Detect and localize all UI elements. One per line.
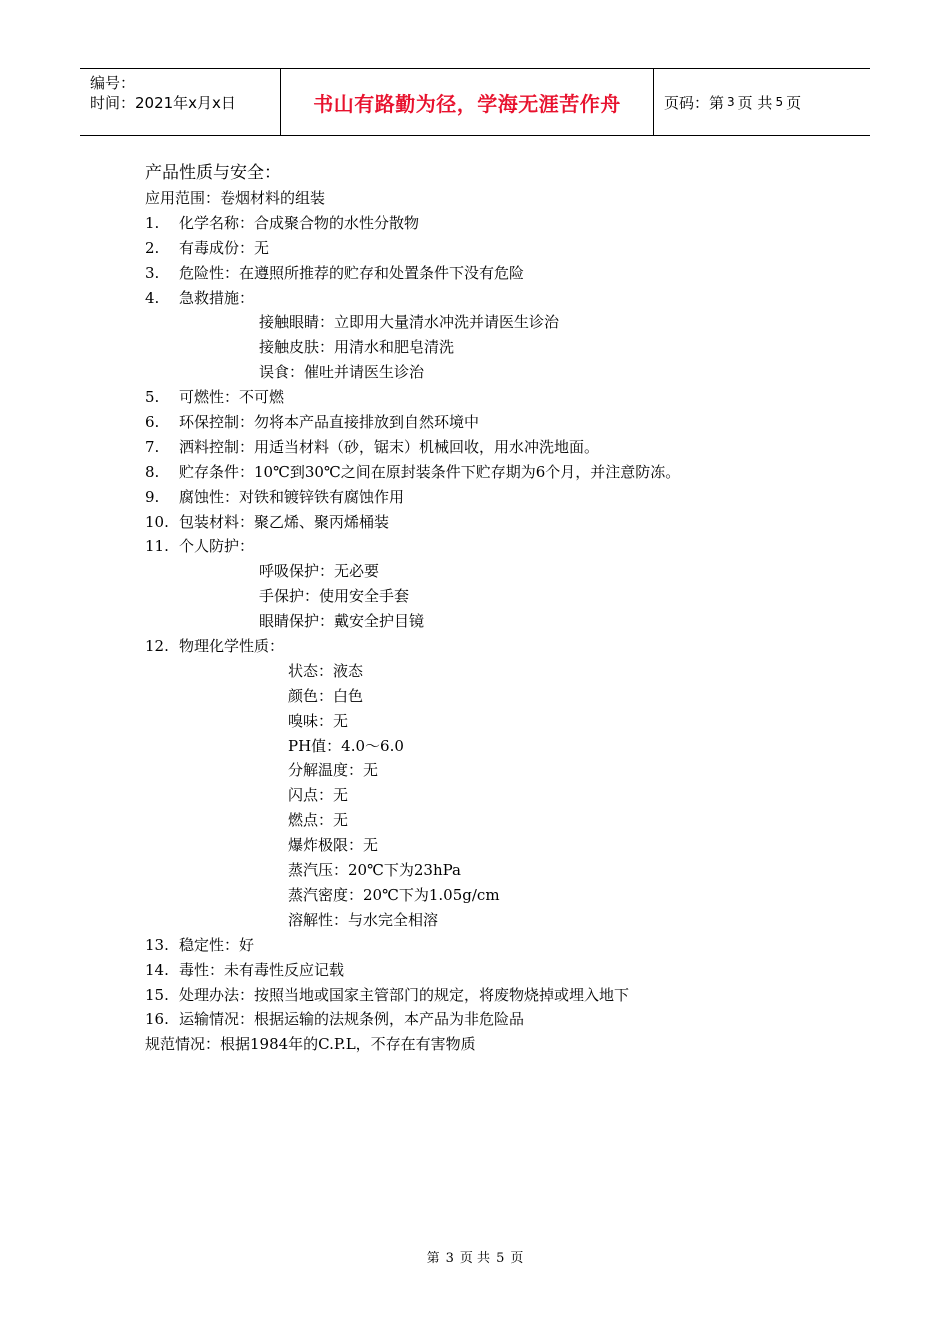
property-item: 溶解性：与水完全相溶: [288, 910, 439, 929]
section-title: 产品性质与安全：: [145, 163, 281, 183]
list-item-number: 4.: [145, 288, 160, 307]
list-item-text: 个人防护：: [179, 537, 255, 556]
header-motto: 书山有路勤为径，学海无涯苦作舟: [281, 69, 654, 135]
list-item-number: 7.: [145, 437, 160, 456]
property-item: 分解温度：无: [288, 761, 379, 780]
sub-item: 呼吸保护：无必要: [259, 562, 380, 581]
list-item-text: 急救措施：: [179, 288, 255, 307]
property-item: PH值：4.0～6.0: [288, 736, 404, 755]
property-item: 燃点：无: [288, 811, 349, 830]
list-item-text: 危险性：在遵照所推荐的贮存和处置条件下没有危险: [179, 263, 525, 282]
list-item-number: 6.: [145, 413, 160, 432]
list-item: [145, 510, 845, 535]
list-item-number: 14.: [145, 960, 169, 979]
list-item-number: 11.: [145, 537, 169, 556]
sub-item: 接触眼睛：立即用大量清水冲洗并请医生诊治: [259, 313, 560, 332]
list-item-text: 腐蚀性：对铁和镀锌铁有腐蚀作用: [179, 487, 405, 506]
list-item-text: 物理化学性质：: [179, 637, 285, 656]
list-item: [145, 983, 845, 1008]
list-item-text: 洒料控制：用适当材料（砂，锯末）机械回收，用水冲洗地面。: [179, 437, 600, 456]
footer-prefix: 第: [426, 1251, 440, 1266]
header-page-info: [654, 69, 870, 135]
list-item-text: 化学名称：合成聚合物的水性分散物: [179, 213, 420, 232]
page-info-current: 3: [727, 95, 735, 109]
property-item: 闪点：无: [288, 786, 349, 805]
scope-line: 应用范围：卷烟材料的组装: [145, 189, 326, 207]
list-item-text: 处理办法：按照当地或国家主管部门的规定，将废物烧掉或埋入地下: [179, 985, 630, 1004]
regulation-line: 规范情况：根据1984年的C.P.L，不存在有害物质: [145, 1035, 476, 1054]
sub-item: 眼睛保护：戴安全护目镜: [259, 612, 425, 631]
list-item-number: 1.: [145, 213, 160, 232]
property-item: 状态：液态: [288, 661, 364, 680]
list-item: [145, 261, 845, 286]
list-item-number: 2.: [145, 238, 160, 257]
list-item-text: 环保控制：勿将本产品直接排放到自然环境中: [179, 413, 480, 432]
list-item-number: 3.: [145, 263, 160, 282]
list-item-text: 有毒成份：无: [179, 238, 270, 257]
sub-item: 手保护：使用安全手套: [259, 587, 410, 606]
list-item: [145, 286, 845, 311]
list-item-text: 稳定性：好: [179, 935, 255, 954]
document-number-label: 编号：: [90, 74, 136, 92]
list-item: [145, 236, 845, 261]
footer-total-pages: 5: [496, 1251, 505, 1266]
footer-current-page: 3: [445, 1251, 454, 1266]
list-item-number: 9.: [145, 487, 160, 506]
document-time-label: 时间：2021年x月x日: [90, 94, 236, 112]
page-header: [80, 68, 870, 136]
list-item-text: 可燃性：不可燃: [179, 388, 285, 407]
list-item: [145, 958, 845, 983]
list-item-number: 10.: [145, 512, 169, 531]
list-item-number: 16.: [145, 1010, 169, 1029]
list-item-number: 8.: [145, 462, 160, 481]
footer-mid: 页 共: [459, 1251, 491, 1266]
header-meta: [80, 69, 281, 135]
list-item-number: 15.: [145, 985, 169, 1004]
page-info-suffix: 页: [786, 93, 802, 112]
document-body: [145, 160, 845, 1057]
list-item: [145, 1007, 845, 1032]
list-item: [145, 211, 845, 236]
list-item: [145, 385, 845, 410]
page-info-total: 5: [775, 95, 784, 109]
property-item: 爆炸极限：无: [288, 836, 379, 855]
list-item-text: 贮存条件：10℃到30℃之间在原封装条件下贮存期为6个月，并注意防冻。: [179, 462, 681, 481]
property-item: 蒸汽压：20℃下为23hPa: [288, 861, 461, 880]
list-item-number: 5.: [145, 388, 160, 407]
list-item: [145, 933, 845, 958]
list-item: [145, 534, 845, 559]
property-item: 蒸汽密度：20℃下为1.05g/cm: [288, 885, 500, 904]
page-info-prefix: 页码：第: [664, 93, 725, 112]
list-item-number: 13.: [145, 935, 169, 954]
footer-suffix: 页: [510, 1251, 524, 1266]
property-item: 颜色：白色: [288, 686, 364, 705]
list-item-text: 毒性：未有毒性反应记载: [179, 960, 345, 979]
list-item-text: 包装材料：聚乙烯、聚丙烯桶装: [179, 512, 390, 531]
sub-item: 接触皮肤：用清水和肥皂清洗: [259, 338, 455, 357]
sub-item: 误食：催吐并请医生诊治: [259, 363, 425, 382]
list-item-text: 运输情况：根据运输的法规条例，本产品为非危险品: [179, 1010, 525, 1029]
list-item: [145, 485, 845, 510]
list-item: [145, 460, 845, 485]
list-item: [145, 435, 845, 460]
list-item-number: 12.: [145, 637, 169, 656]
property-item: 嗅味：无: [288, 711, 349, 730]
list-item: [145, 634, 845, 659]
page-info-mid: 页 共: [737, 93, 773, 112]
list-item: [145, 410, 845, 435]
page-footer: [0, 1247, 950, 1266]
